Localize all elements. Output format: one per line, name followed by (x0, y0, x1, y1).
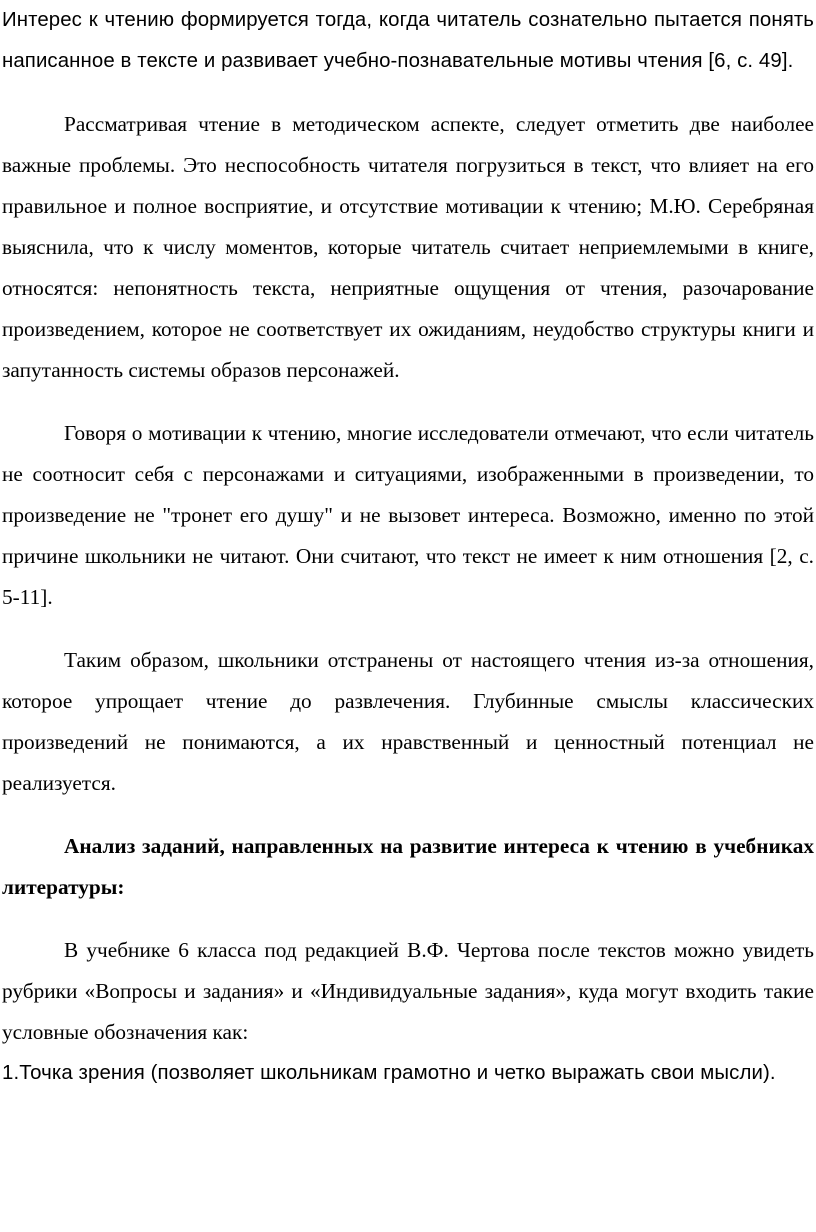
list-item: 1.Точка зрения (позволяет школьникам грамотно и четко выражать свои мысли). (2, 1062, 776, 1084)
paragraph-motivation: Говоря о мотивации к чтению, многие исследователи отмечают, что если читатель не соотносит себя с персонажами и ситуациями, изображенными в произведении, то произведение не "тронет его душу" и не вызовет интереса. Возможно, именно по этой причине школьники не читают. Они считают, что текст не имеет к ним отношения [2, с. 5-11]. (2, 421, 814, 609)
paragraph-conclusion: Таким образом, школьники отстранены от настоящего чтения из-за отношения, которое упрощает чтение до развлечения. Глубинные смыслы классических произведений не понимаются, а их нравственный и ценностный потенциал не реализуется. (2, 648, 814, 795)
paragraph-textbook: В учебнике 6 класса под редакцией В.Ф. Чертова после текстов можно увидеть рубрики «Вопросы и задания» и «Индивидуальные задания», куда могут входить такие условные обозначения как: (2, 938, 814, 1044)
paragraph-gap (2, 804, 814, 826)
paragraph-gap (2, 391, 814, 413)
paragraph-gap (2, 618, 814, 640)
paragraph-gap (2, 908, 814, 930)
paragraph-gap (2, 82, 814, 104)
paragraph-methodical-aspect: Рассматривая чтение в методическом аспекте, следует отметить две наиболее важные проблемы. Это неспособность читателя погрузиться в текст, что влияет на его правильное и полное восприятие, и отсутствие мотивации к чтению; М.Ю. Серебряная выяснила, что к числу моментов, которые читатель считает неприемлемыми в книге, относятся: непонятность текста, неприятные ощущения от чтения, разочарование произведением, которое не соответствует их ожиданиям, неудобство структуры книги и запутанность системы образов персонажей. (2, 112, 814, 382)
paragraph-reading-interest: Интерес к чтению формируется тогда, когда читатель сознательно пытается понять написанное в тексте и развивает учебно-познавательные мотивы чтения [6, с. 49]. (2, 9, 814, 72)
section-heading: Анализ заданий, направленных на развитие интереса к чтению в учебниках литературы: (2, 834, 814, 899)
